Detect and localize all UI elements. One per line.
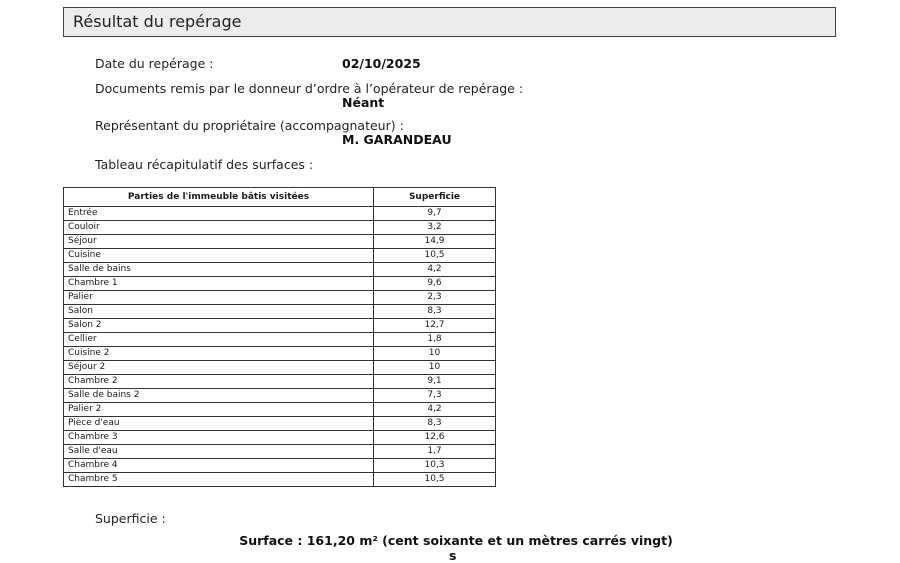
table-row [64, 431, 496, 445]
room-area-cell: 1,7 [374, 445, 496, 459]
table-row [64, 235, 496, 249]
room-area-cell: 10 [374, 361, 496, 375]
room-area-cell: 1,8 [374, 333, 496, 347]
room-area-cell: 9,7 [374, 207, 496, 221]
room-area-cell: 4,2 [374, 403, 496, 417]
section-title: Résultat du repérage [63, 7, 836, 37]
documents-value: Néant [342, 95, 385, 110]
table-row [64, 445, 496, 459]
table-row [64, 333, 496, 347]
column-header-superficie: Superficie [374, 188, 496, 207]
representant-value: M. GARANDEAU [342, 132, 452, 147]
representant-label: Représentant du propriétaire (accompagnateur) : [95, 118, 404, 133]
table-row [64, 473, 496, 487]
room-area-cell: 4,2 [374, 263, 496, 277]
room-name-cell: Palier 2 [64, 403, 374, 417]
table-body [64, 207, 496, 487]
table-row [64, 389, 496, 403]
surface-total-continuation: s [449, 548, 457, 563]
table-header-row [64, 188, 496, 207]
table-row [64, 221, 496, 235]
surfaces-table [63, 187, 496, 487]
room-name-cell: Chambre 3 [64, 431, 374, 445]
column-header-parts: Parties de l'immeuble bâtis visitées [64, 188, 374, 207]
table-row [64, 417, 496, 431]
superficie-label: Superficie : [95, 511, 166, 526]
room-name-cell: Entrée [64, 207, 374, 221]
table-row [64, 263, 496, 277]
table-row [64, 361, 496, 375]
room-name-cell: Palier [64, 291, 374, 305]
room-name-cell: Cuisine [64, 249, 374, 263]
room-name-cell: Chambre 1 [64, 277, 374, 291]
room-name-cell: Chambre 4 [64, 459, 374, 473]
table-row [64, 375, 496, 389]
table-row [64, 291, 496, 305]
table-row [64, 459, 496, 473]
table-row [64, 249, 496, 263]
tableau-label: Tableau récapitulatif des surfaces : [95, 157, 314, 172]
room-name-cell: Chambre 2 [64, 375, 374, 389]
room-area-cell: 9,6 [374, 277, 496, 291]
room-area-cell: 3,2 [374, 221, 496, 235]
date-value: 02/10/2025 [342, 56, 421, 71]
room-name-cell: Cuisine 2 [64, 347, 374, 361]
room-area-cell: 12,7 [374, 319, 496, 333]
table-row [64, 403, 496, 417]
room-name-cell: Couloir [64, 221, 374, 235]
room-area-cell: 10,5 [374, 249, 496, 263]
documents-label: Documents remis par le donneur d’ordre à l’opérateur de repérage : [95, 81, 524, 96]
table-row [64, 277, 496, 291]
room-name-cell: Salle d'eau [64, 445, 374, 459]
room-area-cell: 10,3 [374, 459, 496, 473]
table-row [64, 347, 496, 361]
room-area-cell: 8,3 [374, 305, 496, 319]
room-name-cell: Salle de bains 2 [64, 389, 374, 403]
room-name-cell: Séjour 2 [64, 361, 374, 375]
room-name-cell: Cellier [64, 333, 374, 347]
surface-total: Surface : 161,20 m² (cent soixante et un mètres carrés vingt) [239, 533, 673, 548]
room-name-cell: Pièce d'eau [64, 417, 374, 431]
room-name-cell: Séjour [64, 235, 374, 249]
room-name-cell: Chambre 5 [64, 473, 374, 487]
room-area-cell: 2,3 [374, 291, 496, 305]
table-row [64, 319, 496, 333]
room-area-cell: 8,3 [374, 417, 496, 431]
room-area-cell: 14,9 [374, 235, 496, 249]
room-name-cell: Salon 2 [64, 319, 374, 333]
room-area-cell: 7,3 [374, 389, 496, 403]
table-row [64, 305, 496, 319]
room-area-cell: 10,5 [374, 473, 496, 487]
room-name-cell: Salon [64, 305, 374, 319]
room-area-cell: 12,6 [374, 431, 496, 445]
room-area-cell: 10 [374, 347, 496, 361]
table-row [64, 207, 496, 221]
date-label: Date du repérage : [95, 56, 214, 71]
room-area-cell: 9,1 [374, 375, 496, 389]
room-name-cell: Salle de bains [64, 263, 374, 277]
